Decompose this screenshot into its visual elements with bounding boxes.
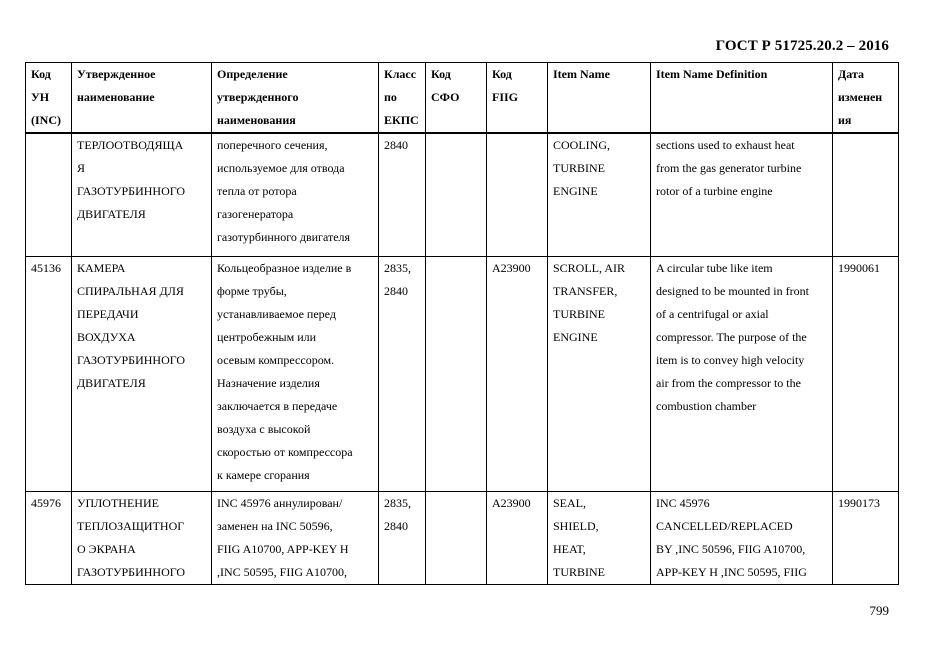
cell-line: ГАЗОТУРБИННОГО xyxy=(77,564,186,579)
cell-line: designed to be mounted in front xyxy=(656,283,809,298)
header-line: Класс xyxy=(384,67,417,81)
definition-cell xyxy=(212,133,379,256)
cell-line: используемое для отвода xyxy=(217,161,345,175)
header-line: Код xyxy=(492,67,512,81)
cell-line: ГАЗОТУРБИННОГО xyxy=(77,184,186,198)
cell-line: КАМЕРА xyxy=(77,260,126,275)
cell-line: TURBINE xyxy=(553,161,605,175)
item-definition-cell xyxy=(651,491,833,584)
header-line: FIIG xyxy=(492,90,519,104)
cell-line: 1990173 xyxy=(838,495,880,510)
table-row xyxy=(26,133,899,256)
inc-cell xyxy=(26,133,72,256)
cell-line: A circular tube like item xyxy=(656,260,773,275)
cell-line: SEAL, xyxy=(553,495,586,510)
definition-cell xyxy=(212,256,379,491)
cell-line: О ЭКРАНА xyxy=(77,541,136,556)
sfo-cell xyxy=(426,133,487,256)
header-line: наименования xyxy=(217,113,296,127)
cell-line: TURBINE xyxy=(553,306,605,321)
header-line: УН xyxy=(31,90,50,104)
cell-line: item is to convey high velocity xyxy=(656,352,805,367)
header-line: ия xyxy=(838,113,852,127)
cell-line: of a centrifugal or axial xyxy=(656,306,769,321)
sfo-cell xyxy=(426,491,487,584)
col-inc-header xyxy=(26,63,72,134)
col-item-name-header xyxy=(548,63,651,134)
page-number: 799 xyxy=(869,603,889,618)
approved-name-cell xyxy=(72,256,212,491)
cell-line: air from the compressor to the xyxy=(656,375,801,390)
header-line: Item Name Definition xyxy=(656,67,768,81)
header-line: наименование xyxy=(77,90,155,104)
cell-line: ВОХДУХА xyxy=(77,329,136,344)
col-fiig-header xyxy=(487,63,548,134)
cell-line: 45976 xyxy=(31,495,61,510)
fiig-cell xyxy=(487,133,548,256)
cell-line: TURBINE xyxy=(553,564,605,579)
cell-line: форме трубы, xyxy=(217,283,287,298)
cell-line: 2840 xyxy=(384,518,408,533)
col-item-definition-header xyxy=(651,63,833,134)
item-definition-cell xyxy=(651,256,833,491)
cell-line: Я xyxy=(77,161,86,175)
cell-line: COOLING, xyxy=(553,138,610,152)
cell-line: ,INC 50595, FIIG A10700, xyxy=(217,564,348,579)
item-name-cell xyxy=(548,491,651,584)
col-definition-header xyxy=(212,63,379,134)
cell-line: TRANSFER, xyxy=(553,283,618,298)
cell-line: INC 45976 xyxy=(656,495,710,510)
header-line: Item Name xyxy=(553,67,610,81)
table-row xyxy=(26,491,899,584)
cell-line: заключается в передаче xyxy=(217,398,338,413)
header-line: Код xyxy=(431,67,451,81)
cell-line: воздуха с высокой xyxy=(217,421,311,436)
cell-line: INC 45976 аннулирован/ xyxy=(217,495,343,510)
date-cell xyxy=(833,491,899,584)
cell-line: газогенератора xyxy=(217,207,294,221)
cell-line: HEAT, xyxy=(553,541,586,556)
col-approved-name-header xyxy=(72,63,212,134)
class-cell xyxy=(379,133,426,256)
cell-line: ДВИГАТЕЛЯ xyxy=(77,207,146,221)
cell-line: ДВИГАТЕЛЯ xyxy=(77,375,146,390)
cell-line: ТЕРЛООТВОДЯЩА xyxy=(77,138,184,152)
fiig-cell xyxy=(487,256,548,491)
table-header-row xyxy=(26,63,899,134)
cell-line: центробежным или xyxy=(217,329,317,344)
approved-name-cell xyxy=(72,491,212,584)
cell-line: CANCELLED/REPLACED xyxy=(656,518,793,533)
cell-line: ENGINE xyxy=(553,184,598,198)
cell-line: SHIELD, xyxy=(553,518,599,533)
specification-table xyxy=(25,62,899,585)
cell-line: SCROLL, AIR xyxy=(553,260,626,275)
header-line: по xyxy=(384,90,397,104)
cell-line: A23900 xyxy=(492,495,531,510)
cell-line: УПЛОТНЕНИЕ xyxy=(77,495,159,510)
inc-cell xyxy=(26,256,72,491)
header-line: Утвержденное xyxy=(77,67,156,81)
header-line: Определение xyxy=(217,67,288,81)
cell-line: 2840 xyxy=(384,283,408,298)
cell-line: A23900 xyxy=(492,260,531,275)
class-cell xyxy=(379,491,426,584)
definition-cell xyxy=(212,491,379,584)
item-definition-cell xyxy=(651,133,833,256)
inc-cell xyxy=(26,491,72,584)
cell-line: ПЕРЕДАЧИ xyxy=(77,306,139,321)
cell-line: СПИРАЛЬНАЯ ДЛЯ xyxy=(77,283,184,298)
header-line: ЕКПС xyxy=(384,113,419,127)
item-name-cell xyxy=(548,133,651,256)
cell-line: ГАЗОТУРБИННОГО xyxy=(77,352,186,367)
col-sfo-header xyxy=(426,63,487,134)
date-cell xyxy=(833,133,899,256)
cell-line: газотурбинного двигателя xyxy=(217,230,351,244)
cell-line: поперечного сечения, xyxy=(217,138,328,152)
cell-line: from the gas generator turbine xyxy=(656,161,802,175)
class-cell xyxy=(379,256,426,491)
cell-line: к камере сгорания xyxy=(217,467,310,482)
cell-line: FIIG A10700, APP-KEY H xyxy=(217,541,349,556)
cell-line: 2840 xyxy=(384,138,408,152)
col-date-header xyxy=(833,63,899,134)
cell-line: 2835, xyxy=(384,495,411,510)
cell-line: Кольцеобразное изделие в xyxy=(217,260,352,275)
cell-line: compressor. The purpose of the xyxy=(656,329,807,344)
cell-line: устанавливаемое перед xyxy=(217,306,336,321)
fiig-cell xyxy=(487,491,548,584)
cell-line: тепла от ротора xyxy=(217,184,297,198)
item-name-cell xyxy=(548,256,651,491)
date-cell xyxy=(833,256,899,491)
cell-line: ТЕПЛОЗАЩИТНОГ xyxy=(77,518,185,533)
cell-line: заменен на INC 50596, xyxy=(217,518,333,533)
sfo-cell xyxy=(426,256,487,491)
header-line: СФО xyxy=(431,90,460,104)
col-class-header xyxy=(379,63,426,134)
cell-line: 2835, xyxy=(384,260,411,275)
cell-line: rotor of a turbine engine xyxy=(656,184,773,198)
header-line: (INC) xyxy=(31,113,61,127)
cell-line: 45136 xyxy=(31,260,61,275)
table-row xyxy=(26,256,899,491)
cell-line: APP-KEY H ,INC 50595, FIIG xyxy=(656,564,807,579)
cell-line: sections used to exhaust heat xyxy=(656,138,795,152)
header-line: Дата xyxy=(838,67,864,81)
header-line: утвержденного xyxy=(217,90,299,104)
cell-line: combustion chamber xyxy=(656,398,757,413)
cell-line: осевым компрессором. xyxy=(217,352,335,367)
cell-line: скоростью от компрессора xyxy=(217,444,353,459)
header-line: Код xyxy=(31,67,51,81)
approved-name-cell xyxy=(72,133,212,256)
cell-line: Назначение изделия xyxy=(217,375,320,390)
cell-line: BY ,INC 50596, FIIG A10700, xyxy=(656,541,806,556)
cell-line: 1990061 xyxy=(838,260,880,275)
cell-line: ENGINE xyxy=(553,329,598,344)
document-header-title: ГОСТ Р 51725.20.2 – 2016 xyxy=(715,38,889,54)
header-line: изменен xyxy=(838,90,883,104)
